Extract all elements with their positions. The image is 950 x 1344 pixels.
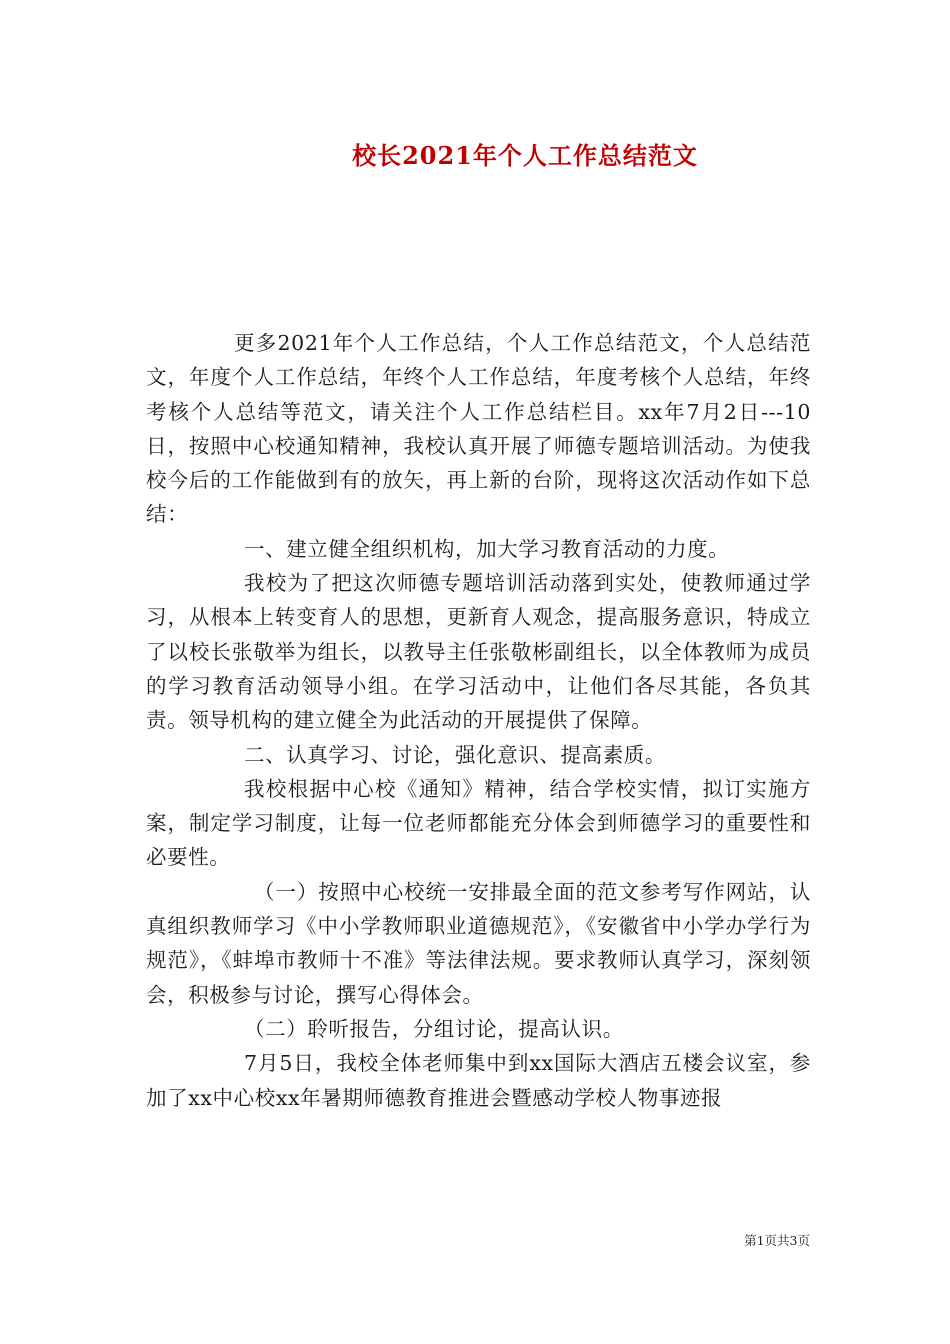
page-number-indicator: 第1页共3页 [744, 1233, 810, 1248]
paragraph-organization: 我校为了把这次师德专题培训活动落到实处，使教师通过学习，从根本上转变育人的思想，更新育人观念，提高服务意识，特成立了以校长张敬举为组长，以教导主任张敬彬副组长，以全体教师为成员的学习教育活动领导小组。在学习活动中，让他们各尽其能，各负其责。领导机构的建立健全为此活动的开展提供了保障。 [146, 571, 811, 733]
paragraph-sub-item-2: （二）聆听报告，分组讨论，提高认识。 [244, 1016, 624, 1041]
document-body [146, 326, 811, 1115]
paragraph-meeting: 7月5日，我校全体老师集中到xx国际大酒店五楼会议室，参加了xx中心校xx年暑期师德教育推进会暨感动学校人物事迹报 [146, 1051, 811, 1110]
paragraph-sub-item-1: （一）按照中心校统一安排最全面的范文参考写作网站，认真组织教师学习《中小学教师职业道德规范》，《安徽省中小学办学行为规范》，《蚌埠市教师十不准》等法律法规。要求教师认真学习，深刻领会，积极参与讨论，撰写心得体会。 [146, 879, 811, 1007]
section-heading-1: 一、建立健全组织机构，加大学习教育活动的力度。 [244, 536, 730, 561]
section-heading-2: 二、认真学习、讨论，强化意识、提高素质。 [244, 742, 666, 767]
paragraph-study-plan: 我校根据中心校《通知》精神，结合学校实情，拟订实施方案，制定学习制度，让每一位老师都能充分体会到师德学习的重要性和必要性。 [146, 776, 811, 870]
paragraph-intro: 更多2021年个人工作总结，个人工作总结范文，个人总结范文，年度个人工作总结，年终个人工作总结，年度考核个人总结，年终考核个人总结等范文，请关注个人工作总结栏目。xx年7月2日---10日，按照中心校通知精神，我校认真开展了师德专题培训活动。为使我校今后的工作能做到有的放矢，再上新的台阶，现将这次活动作如下总结： [146, 331, 811, 527]
document-title: 校长2021年个人工作总结范文 [352, 141, 698, 170]
